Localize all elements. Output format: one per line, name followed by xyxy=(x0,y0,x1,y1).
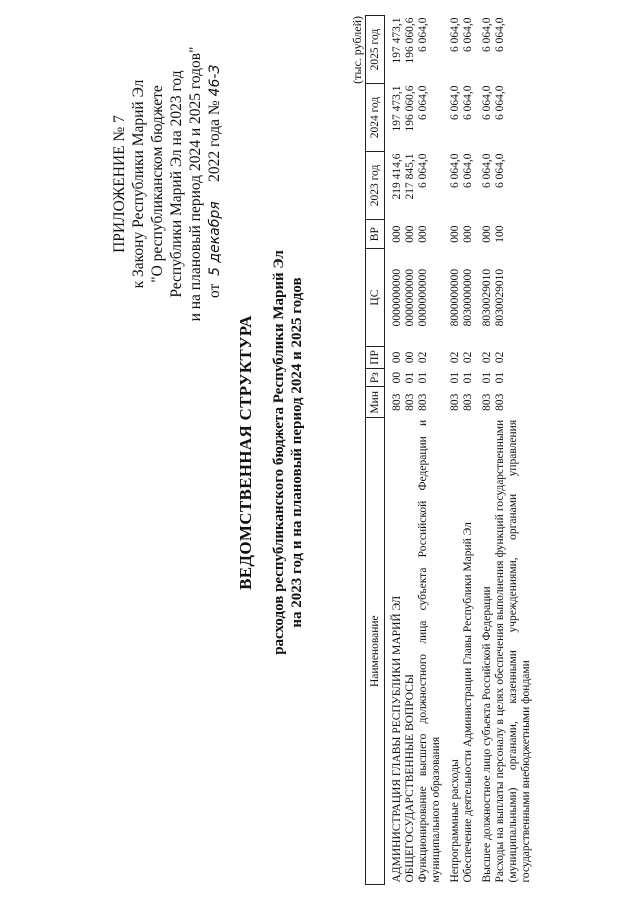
row-rz: 01 xyxy=(462,371,474,384)
row-min: 803 xyxy=(404,393,416,411)
row-min: 803 xyxy=(391,393,403,411)
row-cs: 8030000000 xyxy=(462,268,474,327)
appendix-law-title-2: Республики Марий Эл на 2023 год xyxy=(168,70,185,298)
appendix-number: ПРИЛОЖЕНИЕ № 7 xyxy=(111,115,128,253)
row-2025: 6 064,0 xyxy=(449,17,461,52)
row-rz: 01 xyxy=(481,371,493,384)
row-2025: 6 064,0 xyxy=(494,17,506,52)
row-min: 803 xyxy=(449,393,461,411)
col-header-2023: 2023 год xyxy=(366,151,385,219)
budget-table xyxy=(365,15,533,885)
row-pr: 02 xyxy=(417,351,429,364)
row-min: 803 xyxy=(481,393,493,411)
row-min: 803 xyxy=(462,393,474,411)
row-rz: 01 xyxy=(404,371,416,384)
row-name: Обеспечение деятельности Администрации Главы Республики Марий Эл xyxy=(462,522,474,883)
table-row xyxy=(417,16,443,885)
row-2023: 6 064,0 xyxy=(462,153,474,188)
row-name: Расходы на выплаты персоналу в целях обеспечения выполнения функций государственными (муниципальными) органами, казенными учреждениями, органами управления государственными внебюджетными фондами xyxy=(494,419,532,883)
row-2025: 196 060,6 xyxy=(404,17,416,64)
row-pr: 02 xyxy=(481,351,493,364)
subtitle-line-1: расходов республиканского бюджета Республики Марий Эл xyxy=(271,250,287,655)
row-cs: 8000000000 xyxy=(449,268,461,327)
row-vr: 000 xyxy=(462,225,474,243)
row-name: АДМИНИСТРАЦИЯ ГЛАВЫ РЕСПУБЛИКИ МАРИЙ ЭЛ xyxy=(391,595,403,883)
row-2024: 6 064,0 xyxy=(449,85,461,121)
table-row xyxy=(481,16,494,885)
row-2024: 197 473,1 xyxy=(391,85,403,132)
table-row xyxy=(462,16,475,885)
table-row xyxy=(494,16,533,885)
col-header-2024: 2024 год xyxy=(366,84,385,152)
col-header-rz: Рз xyxy=(366,369,385,387)
row-rz: 01 xyxy=(417,371,429,384)
row-2025: 6 064,0 xyxy=(481,17,493,52)
table-row xyxy=(391,16,404,885)
table-row xyxy=(449,16,462,885)
unit-label: (тыс. рублей) xyxy=(350,16,364,84)
row-vr: 000 xyxy=(481,225,493,243)
row-vr: 100 xyxy=(494,225,506,243)
row-cs: 8030029010 xyxy=(494,268,506,327)
row-2023: 219 414,6 xyxy=(391,153,403,200)
row-2025: 6 064,0 xyxy=(462,17,474,52)
col-header-vr: ВР xyxy=(366,219,385,248)
row-rz: 00 xyxy=(391,371,403,384)
date-year: 2022 года № xyxy=(206,100,223,182)
row-pr: 02 xyxy=(462,351,474,364)
row-2023: 6 064,0 xyxy=(417,153,429,188)
appendix-law-title-3: и на плановый период 2024 и 2025 годов" xyxy=(187,46,204,322)
row-min: 803 xyxy=(494,393,506,411)
appendix-header xyxy=(110,34,225,334)
col-header-cs: ЦС xyxy=(366,249,385,346)
row-pr: 00 xyxy=(391,351,403,364)
date-prefix: от xyxy=(206,283,223,298)
date-day: 5 декабря xyxy=(207,201,223,276)
row-2023: 217 845,1 xyxy=(404,153,416,200)
row-rz: 01 xyxy=(494,371,506,384)
row-cs: 0000000000 xyxy=(417,268,429,327)
document-subtitle xyxy=(270,20,306,885)
row-2025: 6 064,0 xyxy=(417,17,429,52)
row-2024: 6 064,0 xyxy=(481,85,493,121)
row-vr: 000 xyxy=(449,225,461,243)
table-header xyxy=(366,16,385,885)
date-number: 46-З xyxy=(207,64,223,97)
row-cs: 0000000000 xyxy=(404,268,416,327)
appendix-law-ref: к Закону Республики Марий Эл xyxy=(130,79,147,289)
appendix-law-title-1: "О республиканском бюджете xyxy=(149,85,166,283)
document-title: ВЕДОМСТВЕННАЯ СТРУКТУРА xyxy=(236,315,255,590)
row-2024: 6 064,0 xyxy=(462,85,474,121)
table-row xyxy=(404,16,417,885)
row-pr: 00 xyxy=(404,351,416,364)
row-vr: 000 xyxy=(404,225,416,243)
row-2024: 6 064,0 xyxy=(417,85,429,121)
row-cs: 8030029010 xyxy=(481,268,493,327)
row-name: Функционирование высшего должностного лица субъекта Российской Федерации и муниципального образования xyxy=(417,419,442,883)
row-name: Высшее должностное лицо субъекта Российской Федерации xyxy=(481,586,493,883)
row-vr: 000 xyxy=(391,225,403,243)
row-pr: 02 xyxy=(494,351,506,364)
row-name: ОБЩЕГОСУДАРСТВЕННЫЕ ВОПРОСЫ xyxy=(404,674,416,883)
row-2024: 196 060,6 xyxy=(404,85,416,132)
col-header-min: Мин xyxy=(366,387,385,418)
appendix-date-line xyxy=(205,34,225,334)
row-cs: 0000000000 xyxy=(391,268,403,327)
row-pr: 02 xyxy=(449,351,461,364)
row-min: 803 xyxy=(417,393,429,411)
row-2025: 197 473,1 xyxy=(391,17,403,64)
row-2024: 6 064,0 xyxy=(494,85,506,121)
row-name: Непрограммные расходы xyxy=(449,759,461,883)
row-2023: 6 064,0 xyxy=(494,153,506,188)
row-2023: 6 064,0 xyxy=(449,153,461,188)
subtitle-line-2: на 2023 год и на плановый период 2024 и 2025 годов xyxy=(289,277,305,628)
col-header-2025: 2025 год xyxy=(366,16,385,84)
row-2023: 6 064,0 xyxy=(481,153,493,188)
col-header-pr: ПР xyxy=(366,346,385,368)
row-rz: 01 xyxy=(449,371,461,384)
col-header-name: Наименование xyxy=(366,418,385,885)
row-vr: 000 xyxy=(417,225,429,243)
